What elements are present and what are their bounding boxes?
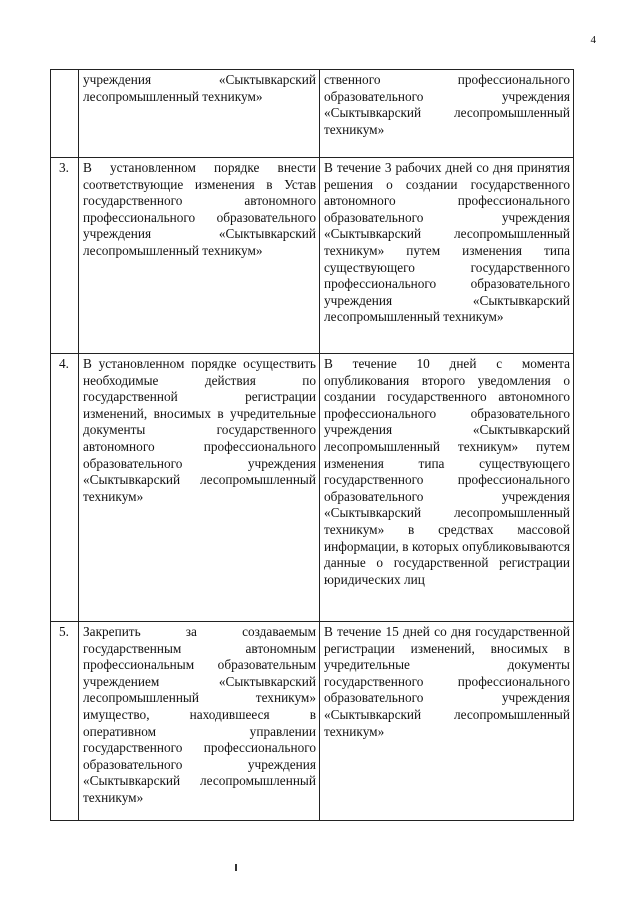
scan-mark xyxy=(235,864,237,871)
table-row xyxy=(51,158,574,354)
row-number: 4. xyxy=(51,354,79,622)
term-cell: В течение 15 дней со дня государственной регистрации изменений, вносимых в учредительные документы государственного профессионального образовательного учреждения «Сыктывкарский лесопромышленный техникум» xyxy=(320,622,574,821)
term-cell: В течение 3 рабочих дней со дня принятия решения о создании государственного автономного профессионального образовательного учреждения «Сыктывкарский лесопромышленный техникум» путем изменения типа существующего государственного профессионального образовательного учреждения «Сыктывкарский лесопромышленный техникум» xyxy=(320,158,574,354)
action-cell: Закрепить за создаваемым государственным автономным профессиональным образовательным учреждением «Сыктывкарский лесопромышленный техникум» имущество, находившееся в оперативном управлении государственного профессионального образовательного учреждения «Сыктывкарский лесопромышленный техникум» xyxy=(79,622,320,821)
action-plan-table xyxy=(50,69,574,821)
action-cell: В установленном порядке осуществить необходимые действия по государственной регистрации изменений, вносимых в учредительные документы государственного автономного профессионального образовательного учреждения «Сыктывкарский лесопромышленный техникум» xyxy=(79,354,320,622)
action-cell: учреждения «Сыктывкарский лесопромышленный техникум» xyxy=(79,70,320,158)
page-number: 4 xyxy=(590,34,596,46)
term-cell: В течение 10 дней с момента опубликования второго уведомления о создании государственного автономного профессионального образовательного учреждения «Сыктывкарский лесопромышленный техникум» путем изменения типа существующего государственного профессионального образовательного учреждения «Сыктывкарский лесопромышленный техникум» в средствах массовой информации, в которых опубликовываются данные о государственной регистрации юридических лиц xyxy=(320,354,574,622)
action-cell: В установленном порядке внести соответствующие изменения в Устав государственного автономного профессионального образовательного учреждения «Сыктывкарский лесопромышленный техникум» xyxy=(79,158,320,354)
table-row xyxy=(51,622,574,821)
row-number: 5. xyxy=(51,622,79,821)
table-row xyxy=(51,354,574,622)
term-cell: ственного профессионального образовательного учреждения «Сыктывкарский лесопромышленный техникум» xyxy=(320,70,574,158)
row-number: 3. xyxy=(51,158,79,354)
row-number xyxy=(51,70,79,158)
table-row xyxy=(51,70,574,158)
